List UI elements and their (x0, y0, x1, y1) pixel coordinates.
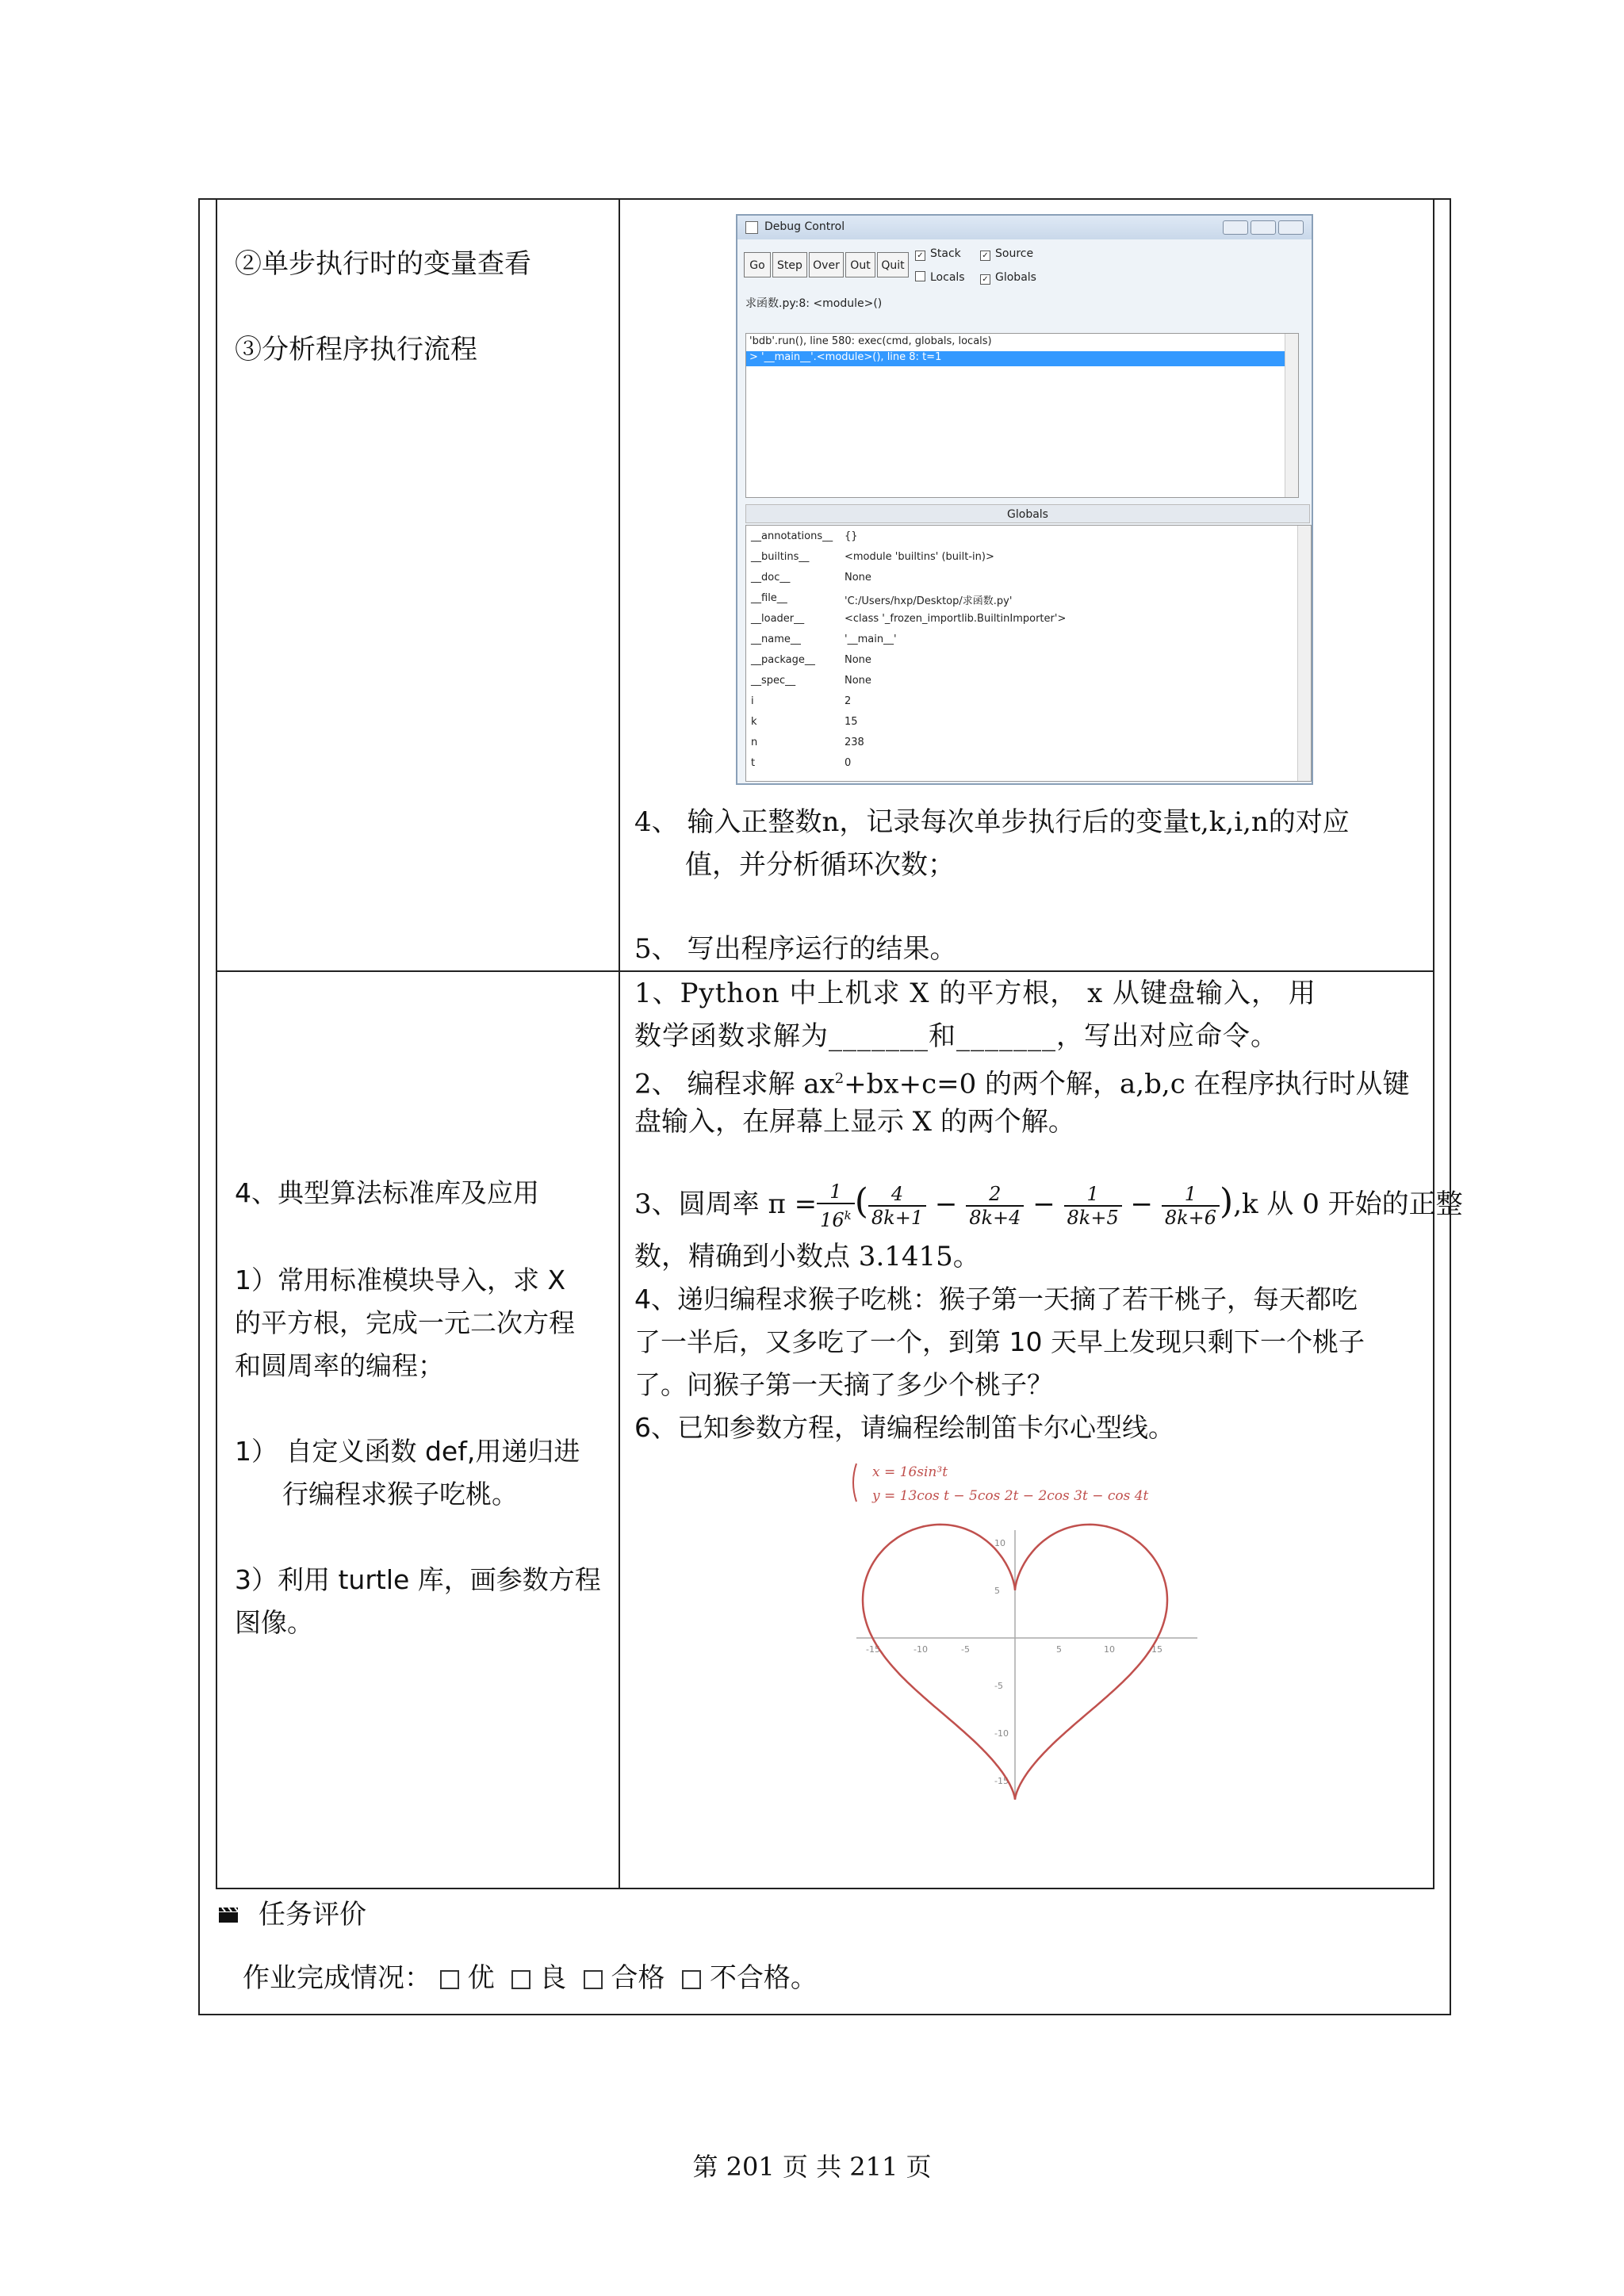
step-variable-view: ②单步执行时的变量查看 (235, 248, 531, 280)
globals-header: Globals (745, 504, 1310, 523)
completion-line: 作业完成情况： 优 良 合格 不合格。 (243, 1962, 818, 1994)
checkbox-fail[interactable] (682, 1970, 701, 1989)
x-tick-label: -5 (961, 1644, 970, 1655)
global-name: __spec__ (751, 675, 796, 687)
global-value: 238 (845, 737, 864, 748)
question-4-line3: 了。问猴子第一天摘了多少个桃子？ (634, 1369, 1053, 1400)
x-tick-label: 15 (1151, 1644, 1162, 1655)
globals-list (745, 525, 1312, 782)
global-name: n (751, 737, 758, 748)
global-name: __doc__ (751, 572, 791, 584)
global-name: __file__ (751, 592, 787, 604)
question-3-formula: 3、圆周率 π = $\frac{1}{16^k}$ ( $\frac{4}{8k+1}$ − $\frac{2}{8k+4}$ − $\frac{1}{8k+5}$ − $\frac{1}{8k+6}$ ),k 从 0 开始的正整 (634, 1181, 1463, 1231)
x-tick-label: -10 (914, 1644, 928, 1655)
question-6: 6、已知参数方程，请编程绘制笛卡尔心型线。 (634, 1412, 1174, 1443)
global-value: 15 (845, 716, 858, 728)
global-name: __package__ (751, 654, 815, 666)
globals-checkbox[interactable]: ✓ Globals (980, 271, 1036, 285)
stack-scrollbar[interactable] (1285, 334, 1298, 497)
debug-control-window (736, 214, 1313, 785)
question-1-line2: 数学函数求解为_______和_______，写出对应命令。 (634, 1020, 1278, 1052)
question-2-line1: 2、 编程求解 $ax^2+bx+c=0$ 的两个解，a,b,c 在程序执行时从键 (634, 1068, 1410, 1100)
x-tick-label: 10 (1104, 1644, 1115, 1655)
debug-status: 求函数.py:8: <module>() (745, 297, 883, 310)
minimize-icon[interactable] (1223, 220, 1248, 235)
y-tick-label: 10 (994, 1538, 1005, 1548)
equation-x: x = 16sin³t (872, 1464, 948, 1480)
maximize-icon[interactable] (1251, 220, 1276, 235)
equation-y: y = 13cos t − 5cos 2t − 2cos 3t − cos 4t (872, 1488, 1149, 1504)
global-value: <module 'builtins' (built-in)> (845, 551, 994, 563)
debug-title: Debug Control (764, 220, 845, 233)
item-5: 5、 写出程序运行的结果。 (634, 933, 957, 965)
global-value: '__main__' (845, 633, 897, 645)
section-title: 4、典型算法标准库及应用 (235, 1177, 539, 1208)
out-button[interactable]: Out (845, 252, 875, 277)
app-icon (745, 221, 758, 234)
global-name: __builtins__ (751, 551, 810, 563)
axis-ticks (866, 1538, 1162, 1786)
global-name: t (751, 757, 756, 769)
question-2-line2: 盘输入，在屏幕上显示 X 的两个解。 (634, 1106, 1075, 1138)
global-value: 0 (845, 757, 852, 769)
task-1-line3: 和圆周率的编程； (235, 1350, 444, 1381)
stack-list[interactable] (745, 333, 1299, 498)
question-1-line1: 1、Python 中上机求 X 的平方根， x 从键盘输入， 用 (634, 978, 1316, 1009)
debug-titlebar (737, 216, 1312, 239)
y-tick-label: -5 (994, 1681, 1003, 1691)
global-value: {} (845, 530, 858, 542)
check-icon: ✓ (980, 274, 990, 285)
question-4-line2: 了一半后，又多吃了一个，到第 10 天早上发现只剩下一个桃子 (634, 1326, 1365, 1357)
y-tick-label: 5 (994, 1586, 1000, 1596)
x-tick-label: 5 (1056, 1644, 1062, 1655)
table-column-divider (619, 198, 620, 1889)
global-value: 'C:/Users/hxp/Desktop/求函数.py' (845, 595, 1013, 607)
task-2-line1: 1） 自定义函数 def,用递归进 (235, 1436, 580, 1467)
stack-frame[interactable]: 'bdb'.run(), line 580: exec(cmd, globals, locals) (749, 335, 992, 347)
source-checkbox[interactable]: ✓ Source (980, 247, 1033, 261)
clapper-icon (217, 1906, 239, 1923)
checkbox-pass[interactable] (584, 1970, 603, 1989)
global-name: __annotations__ (751, 530, 833, 542)
task-1-line1: 1）常用标准模块导入，求 X (235, 1265, 566, 1295)
y-tick-label: -10 (994, 1728, 1009, 1739)
locals-checkbox[interactable]: Locals (915, 271, 965, 284)
globals-scrollbar[interactable] (1297, 526, 1311, 781)
global-value: None (845, 675, 871, 687)
task-1-line2: 的平方根，完成一元二次方程 (235, 1307, 575, 1338)
global-name: k (751, 716, 757, 728)
y-tick-label: -15 (994, 1776, 1009, 1786)
checkbox-good[interactable] (511, 1970, 530, 1989)
global-name: __name__ (751, 633, 801, 645)
global-value: None (845, 572, 871, 584)
stack-frame-selected[interactable]: > '__main__'.<module>(), line 8: t=1 (746, 351, 1285, 366)
page-footer: 第 201 页 共 211 页 (692, 2152, 932, 2182)
check-icon: ✓ (915, 251, 925, 261)
close-icon[interactable] (1278, 220, 1304, 235)
x-tick-label: -15 (866, 1644, 880, 1655)
over-button[interactable]: Over (809, 252, 844, 277)
global-value: <class '_frozen_importlib.BuiltinImporter'> (845, 613, 1067, 625)
question-3-line2: 数，精确到小数点 3.1415。 (634, 1241, 980, 1272)
step-button[interactable]: Step (772, 252, 807, 277)
global-value: 2 (845, 695, 852, 707)
stack-checkbox[interactable]: ✓ Stack (915, 247, 961, 261)
analyze-flow: ③分析程序执行流程 (235, 334, 477, 365)
global-value: None (845, 654, 871, 666)
checkbox-excellent[interactable] (440, 1970, 459, 1989)
task-3-line2: 图像。 (235, 1607, 313, 1638)
equation-brace (853, 1464, 856, 1502)
evaluation-title: 任务评价 (259, 1899, 366, 1931)
task-2-line2: 行编程求猴子吃桃。 (282, 1479, 518, 1510)
question-4-line1: 4、递归编程求猴子吃桃：猴子第一天摘了若干桃子，每天都吃 (634, 1284, 1358, 1314)
item-4-line2: 值，并分析循环次数； (685, 849, 955, 881)
go-button[interactable]: Go (744, 252, 771, 277)
item-4-line1: 4、 输入正整数n，记录每次单步执行后的变量t,k,i,n的对应 (634, 806, 1350, 838)
check-icon: ✓ (980, 251, 990, 261)
global-name: i (751, 695, 754, 707)
quit-button[interactable]: Quit (877, 252, 909, 277)
task-3-line1: 3）利用 turtle 库，画参数方程 (235, 1564, 601, 1595)
heart-curve-figure (841, 1459, 1205, 1808)
global-name: __loader__ (751, 613, 805, 625)
